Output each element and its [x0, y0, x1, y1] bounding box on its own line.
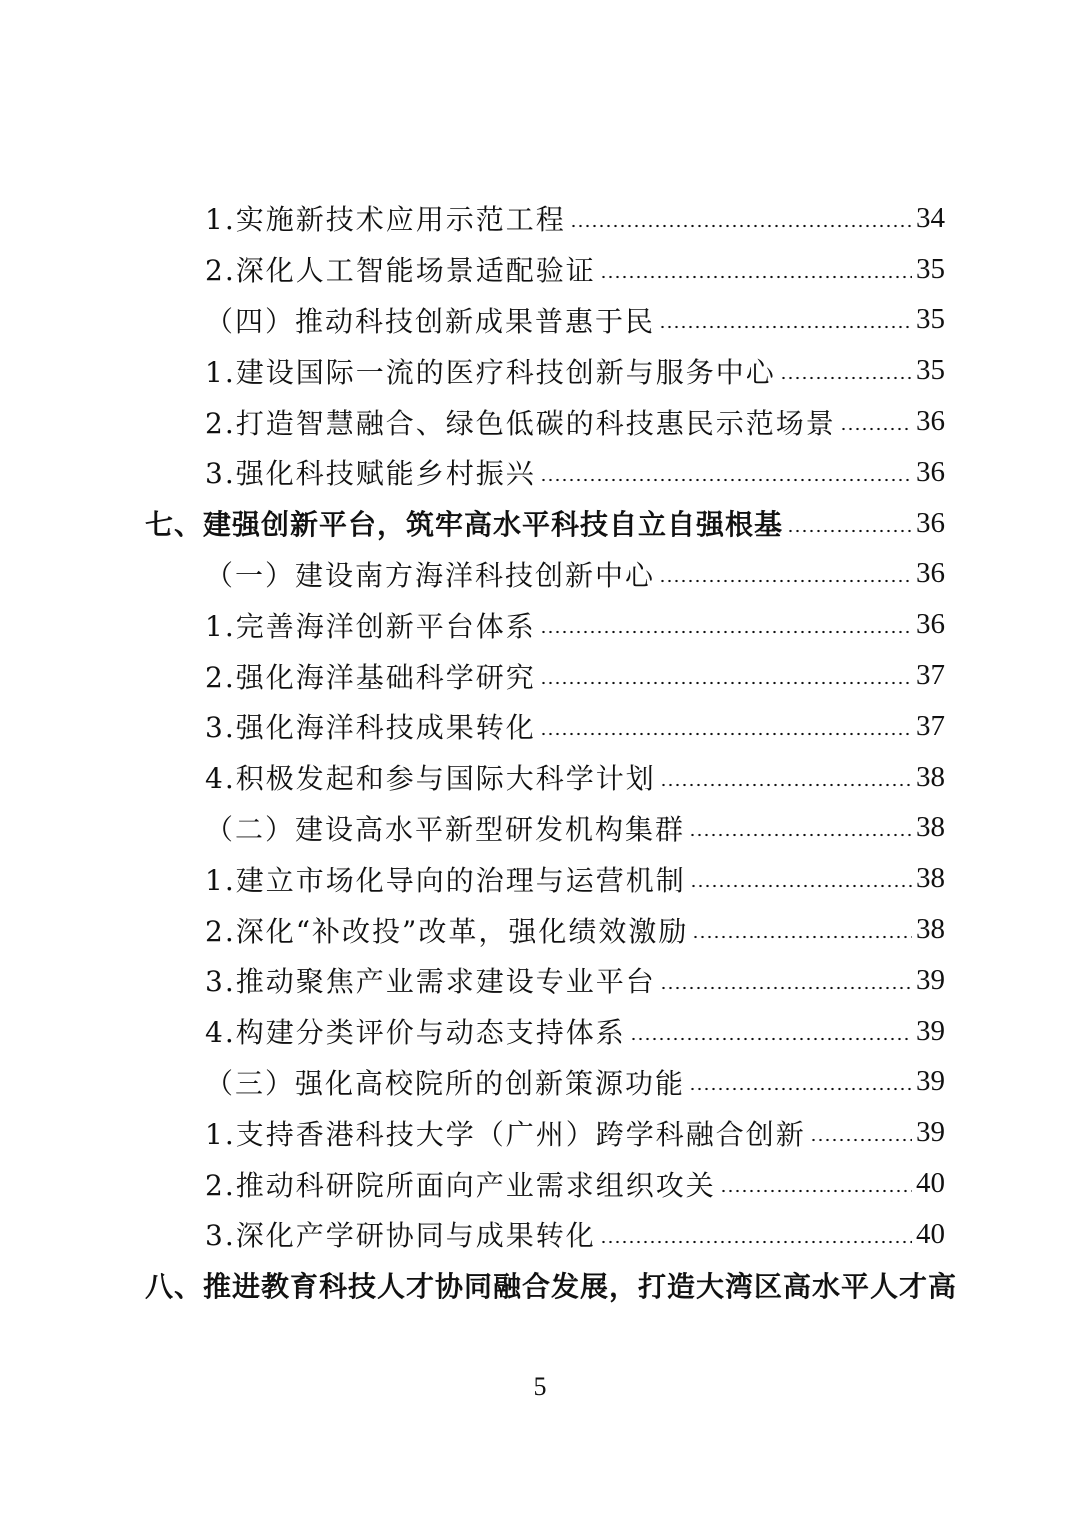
- toc-entry-label: 2.推动科研院所面向产业需求组织攻关: [205, 1168, 716, 1202]
- dot-leader: [570, 222, 912, 230]
- toc-section-entry[interactable]: [145, 447, 945, 498]
- toc-entry-label: 1.实施新技术应用示范工程: [205, 203, 566, 237]
- toc-entry-page: 40: [916, 1217, 945, 1250]
- dot-leader: [540, 730, 912, 738]
- dot-leader: [659, 323, 912, 331]
- toc-entry-label: 1.支持香港科技大学（广州）跨学科融合创新: [205, 1117, 806, 1151]
- dot-leader: [600, 1238, 912, 1246]
- toc-section-entry[interactable]: [145, 599, 945, 650]
- toc-section-entry[interactable]: [145, 396, 945, 447]
- toc-entry-page: 38: [916, 862, 945, 895]
- toc-section-entry[interactable]: [145, 853, 945, 904]
- toc-entry-label: 4.积极发起和参与国际大科学计划: [205, 762, 656, 796]
- toc-entry-label: 3.深化产学研协同与成果转化: [205, 1219, 596, 1253]
- toc-entry-label: 八、推进教育科技人才协同融合发展，打造大湾区高水平人才高: [145, 1270, 958, 1304]
- toc-entry-label: 2.打造智慧融合、绿色低碳的科技惠民示范场景: [205, 406, 836, 440]
- toc-chapter-entry[interactable]: [145, 498, 945, 549]
- dot-leader: [690, 882, 912, 890]
- toc-entry-label: 3.强化科技赋能乡村振兴: [205, 457, 536, 491]
- dot-leader: [692, 933, 912, 941]
- dot-leader: [630, 1035, 912, 1043]
- toc-entry-page: 35: [916, 252, 945, 285]
- dot-leader: [540, 679, 912, 687]
- toc-entry-page: 38: [916, 913, 945, 946]
- toc-section-entry[interactable]: [145, 193, 945, 244]
- dot-leader: [600, 273, 912, 281]
- toc-section-entry[interactable]: [145, 549, 945, 600]
- toc-entry-label: 2.深化“补改投”改革，强化绩效激励: [205, 914, 689, 948]
- toc-section-entry[interactable]: [145, 295, 945, 346]
- toc-entry-page: 36: [916, 557, 945, 590]
- page-number: 5: [533, 1372, 547, 1401]
- toc-entry-label: （一）建设南方海洋科技创新中心: [205, 558, 656, 592]
- toc-section-entry[interactable]: [145, 1209, 945, 1260]
- toc-entry-page: 36: [916, 506, 945, 539]
- toc-entry-label: 1.建立市场化导向的治理与运营机制: [205, 863, 686, 897]
- dot-leader: [660, 984, 912, 992]
- toc-entry-label: 七、建强创新平台，筑牢高水平科技自立自强根基: [145, 508, 784, 542]
- toc-section-entry[interactable]: [145, 650, 945, 701]
- toc-entry-page: 38: [916, 811, 945, 844]
- toc-chapter-entry[interactable]: [145, 1260, 958, 1311]
- toc-entry-page: 36: [916, 405, 945, 438]
- toc-section-entry[interactable]: [145, 1057, 945, 1108]
- toc-entry-label: 1.完善海洋创新平台体系: [205, 609, 536, 643]
- dot-leader: [660, 781, 912, 789]
- toc-entry-page: 40: [916, 1167, 945, 1200]
- toc-section-entry[interactable]: [145, 752, 945, 803]
- toc-section-entry[interactable]: [145, 955, 945, 1006]
- dot-leader: [780, 374, 912, 382]
- toc-entry-page: 35: [916, 354, 945, 387]
- toc-section-entry[interactable]: [145, 904, 945, 955]
- toc-entry-page: 37: [916, 659, 945, 692]
- toc-entry-page: 34: [916, 201, 945, 234]
- toc-entry-page: 38: [916, 760, 945, 793]
- toc-entry-label: 3.推动聚焦产业需求建设专业平台: [205, 965, 656, 999]
- toc-entry-label: （二）建设高水平新型研发机构集群: [205, 812, 686, 846]
- dot-leader: [689, 831, 912, 839]
- toc-entry-page: 39: [916, 963, 945, 996]
- toc-entry-label: 4.构建分类评价与动态支持体系: [205, 1016, 626, 1050]
- toc-section-entry[interactable]: [145, 1158, 945, 1209]
- toc-entry-label: 2.深化人工智能场景适配验证: [205, 254, 596, 288]
- toc-section-entry[interactable]: [145, 701, 945, 752]
- table-of-contents: [145, 193, 958, 1311]
- dot-leader: [787, 527, 912, 535]
- toc-entry-page: 39: [916, 1065, 945, 1098]
- toc-entry-label: 1.建设国际一流的医疗科技创新与服务中心: [205, 355, 776, 389]
- toc-entry-page: 37: [916, 709, 945, 742]
- toc-entry-page: 36: [916, 608, 945, 641]
- toc-section-entry[interactable]: [145, 345, 945, 396]
- toc-entry-label: 3.强化海洋科技成果转化: [205, 711, 536, 745]
- dot-leader: [540, 628, 912, 636]
- toc-entry-page: 36: [916, 455, 945, 488]
- dot-leader: [810, 1136, 912, 1144]
- dot-leader: [689, 1085, 912, 1093]
- toc-entry-page: 39: [916, 1116, 945, 1149]
- dot-leader: [659, 577, 912, 585]
- toc-entry-label: （四）推动科技创新成果普惠于民: [205, 304, 656, 338]
- dot-leader: [540, 476, 912, 484]
- toc-section-entry[interactable]: [145, 1006, 945, 1057]
- toc-section-entry[interactable]: [145, 803, 945, 854]
- toc-entry-label: （三）强化高校院所的创新策源功能: [205, 1066, 686, 1100]
- dot-leader: [720, 1187, 912, 1195]
- toc-entry-page: 39: [916, 1014, 945, 1047]
- dot-leader: [840, 425, 912, 433]
- toc-section-entry[interactable]: [145, 244, 945, 295]
- toc-section-entry[interactable]: [145, 1107, 945, 1158]
- toc-entry-page: 35: [916, 303, 945, 336]
- toc-entry-label: 2.强化海洋基础科学研究: [205, 660, 536, 694]
